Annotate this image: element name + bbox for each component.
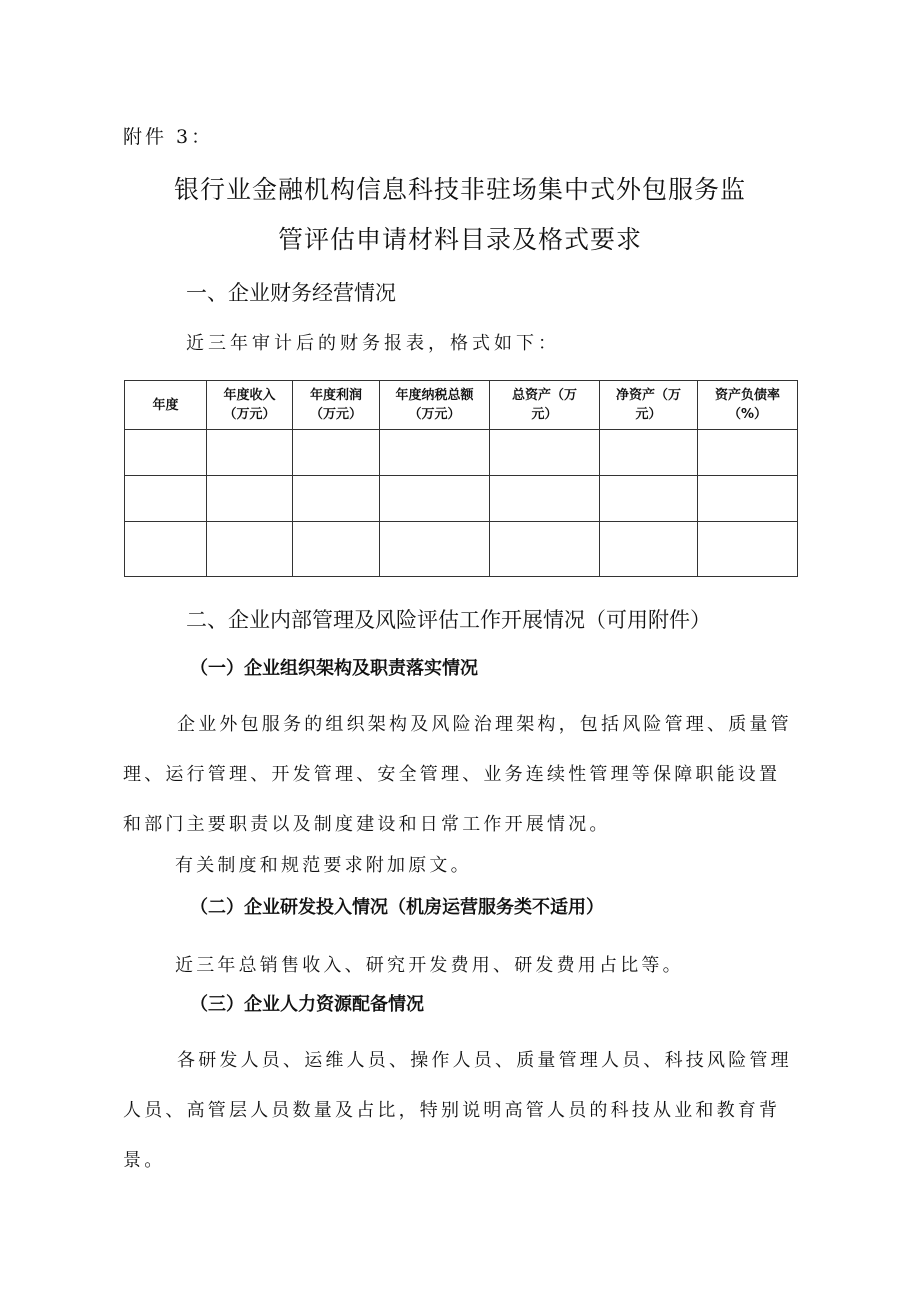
table-row [125,522,798,577]
section-1-intro: 近三年审计后的财务报表，格式如下： [186,333,560,354]
table-cell [293,522,380,577]
table-cell [207,430,293,476]
table-cell [125,476,207,522]
table-cell [698,476,798,522]
table-header-row [125,381,798,430]
subsection-2-paragraph: 近三年总销售收入、研究开发费用、研发费用占比等。 [175,955,684,976]
header-debt-ratio: 资产负债率 （%） [698,381,798,430]
table-cell [698,430,798,476]
document-title-line-1: 银行业金融机构信息科技非驻场集中式外包服务监 [173,175,746,204]
section-2-heading: 二、企业内部管理及风险评估工作开展情况（可用附件） [186,608,711,632]
table-cell [293,476,380,522]
header-total-assets: 总资产（万 元） [490,381,600,430]
table-cell [490,476,600,522]
table-cell [293,430,380,476]
table-row [125,476,798,522]
header-net-assets: 净资产（万 元） [600,381,698,430]
table-row [125,430,798,476]
subsection-3-paragraph: 各研发人员、运维人员、操作人员、质量管理人员、科技风险管理人员、高管层人员数量及占比，特别说明高管人员的科技从业和教育背景。 [123,1050,792,1171]
table-cell [207,476,293,522]
subsection-2-heading: （二）企业研发投入情况（机房运营服务类不适用） [190,897,604,918]
table-cell [380,522,490,577]
table-cell [600,430,698,476]
document-title-line-2: 管评估申请材料目录及格式要求 [277,225,642,254]
subsection-1-paragraph: 企业外包服务的组织架构及风险治理架构，包括风险管理、质量管理、运行管理、开发管理、安全管理、业务连续性管理等保障职能设置和部门主要职责以及制度建设和日常工作开展情况。 [123,714,792,835]
section-1-heading: 一、企业财务经营情况 [186,281,396,305]
attachment-label: 附件 3： [123,126,214,148]
header-annual-tax: 年度纳税总额 （万元） [380,381,490,430]
header-year: 年度 [125,381,207,430]
subsection-1-heading: （一）企业组织架构及职责落实情况 [190,658,478,679]
header-annual-revenue: 年度收入 （万元） [207,381,293,430]
table-cell [207,522,293,577]
header-annual-profit: 年度利润 （万元） [293,381,380,430]
table-cell [125,430,207,476]
table-cell [380,476,490,522]
table-cell [380,430,490,476]
subsection-3-heading: （三）企业人力资源配备情况 [190,994,424,1015]
table-cell [490,430,600,476]
financial-table [124,380,798,577]
subsection-1-note: 有关制度和规范要求附加原文。 [175,855,472,876]
table-cell [698,522,798,577]
table-cell [490,522,600,577]
table-cell [600,522,698,577]
table-cell [125,522,207,577]
table-cell [600,476,698,522]
